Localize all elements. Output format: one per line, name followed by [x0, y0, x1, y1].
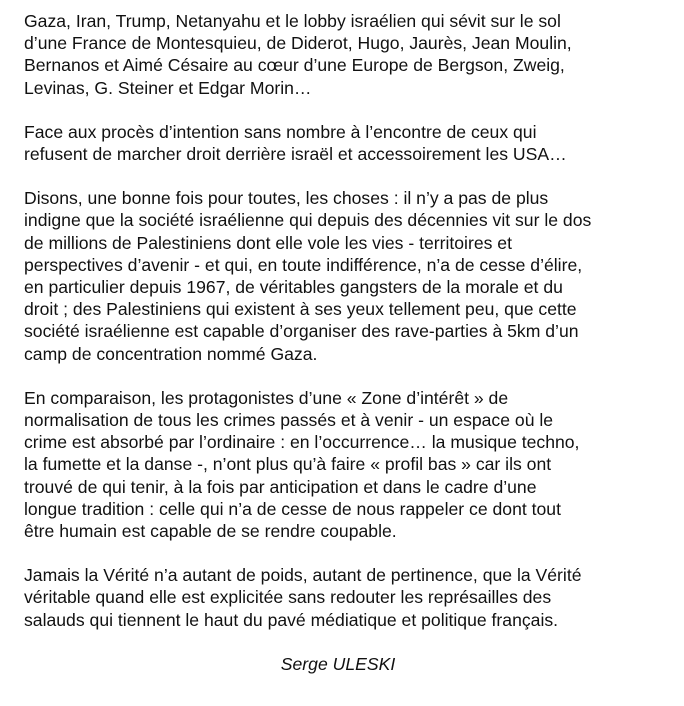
paragraph-comparaison [24, 387, 664, 542]
text-line: salauds qui tiennent le haut du pavé médiatique et politique français. [24, 609, 559, 630]
article-text [24, 10, 664, 675]
text-line: Gaza, Iran, Trump, Netanyahu et le lobby israélien qui sévit sur le sol [24, 11, 561, 31]
paragraph-disons [24, 187, 664, 365]
paragraph-verite [24, 564, 664, 631]
text-line: de millions de Palestiniens dont elle vole les vies - territoires et [24, 232, 512, 253]
paragraph-proces [24, 121, 664, 165]
text-line: indigne que la société israélienne qui depuis des décennies vit sur le dos [24, 210, 592, 231]
text-line: la fumette et la danse -, n’ont plus qu’à faire « profil bas » car ils ont [24, 454, 552, 475]
text-line: Jamais la Vérité n’a autant de poids, autant de pertinence, que la Vérité [24, 565, 582, 586]
text-line: Face aux procès d’intention sans nombre à l’encontre de ceux qui [24, 121, 537, 142]
text-line: perspectives d’avenir - et qui, en toute indifférence, n’a de cesse d’élire, [24, 254, 583, 275]
text-line: Bernanos et Aimé Césaire au cœur d’une Europe de Bergson, Zweig, [24, 55, 565, 76]
text-line: Levinas, G. Steiner et Edgar Morin… [24, 77, 312, 98]
text-line: en particulier depuis 1967, de véritables gangsters de la morale et du [24, 277, 563, 298]
text-line: droit ; des Palestiniens qui existent à ses yeux tellement peu, que cette [24, 299, 577, 320]
text-line: trouvé de qui tenir, à la fois par anticipation et dans le cadre d’une [24, 476, 537, 497]
text-line: En comparaison, les protagonistes d’une « Zone d’intérêt » de [24, 387, 509, 408]
text-line: être humain est capable de se rendre coupable. [24, 521, 397, 542]
text-line: camp de concentration nommé Gaza. [24, 343, 318, 364]
text-line: Disons, une bonne fois pour toutes, les choses : il n’y a pas de plus [24, 188, 549, 209]
text-line: normalisation de tous les crimes passés et à venir - un espace où le [24, 410, 554, 431]
text-line: crime est absorbé par l’ordinaire : en l’occurrence… la musique techno, [24, 432, 580, 453]
text-line: d’une France de Montesquieu, de Diderot, Hugo, Jaurès, Jean Moulin, [24, 33, 572, 54]
text-line: société israélienne est capable d’organiser des rave-parties à 5km d’un [24, 321, 579, 342]
text-line: longue tradition : celle qui n’a de cesse de nous rappeler ce dont tout [24, 498, 561, 519]
author-signature: Serge ULESKI [280, 653, 396, 674]
paragraph-intro [24, 10, 664, 99]
text-line: véritable quand elle est explicitée sans redouter les représailles des [24, 587, 552, 608]
text-line: refusent de marcher droit derrière israël et accessoirement les USA… [24, 144, 567, 165]
